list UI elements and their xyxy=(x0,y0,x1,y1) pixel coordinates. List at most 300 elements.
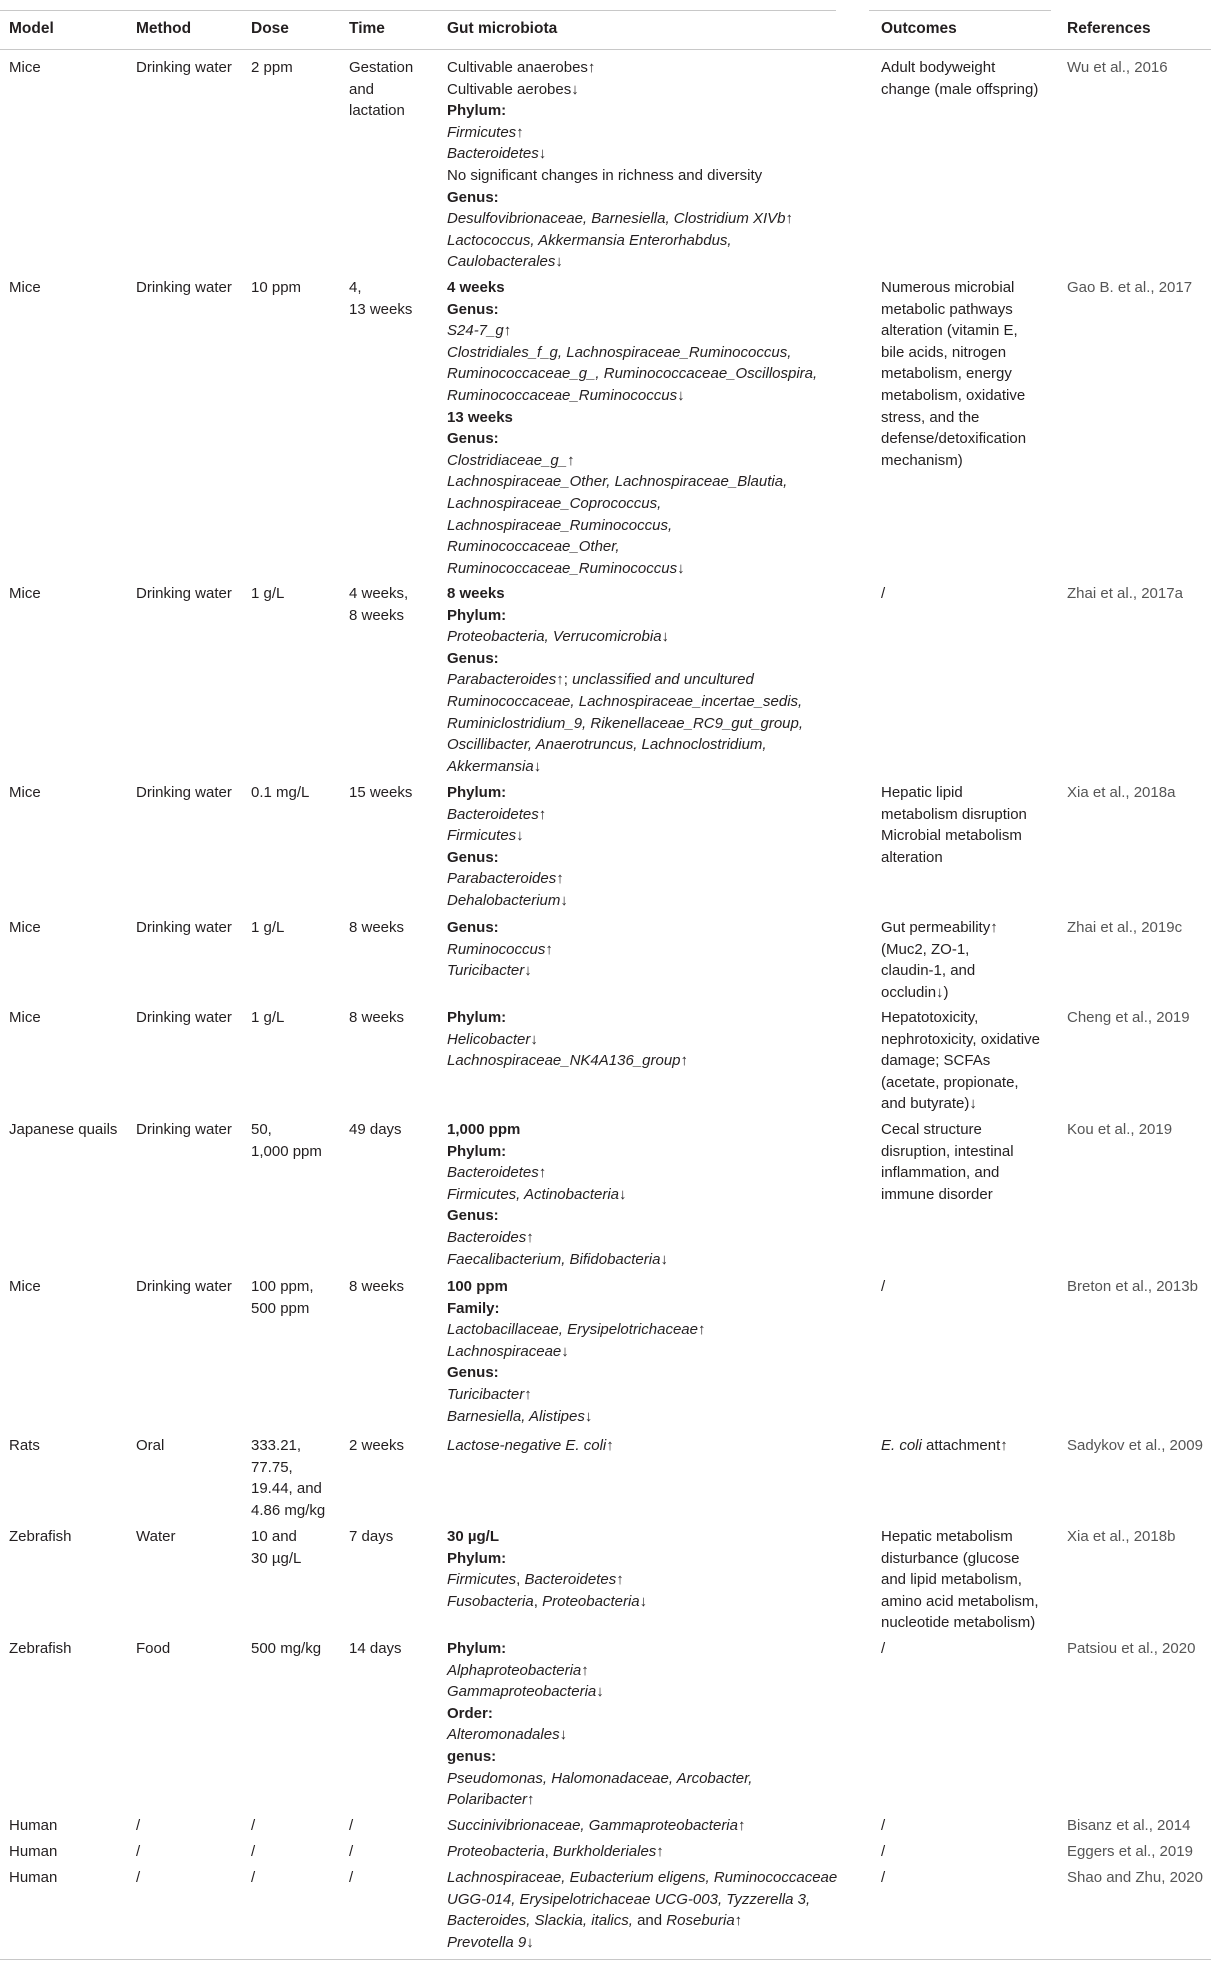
gut-microbiota-cell-line xyxy=(447,1384,705,1406)
text-fragment: immune disorder xyxy=(881,1185,993,1203)
dose-cell-line: 500 mg/kg xyxy=(251,1640,322,1657)
text-fragment: bile acids, nitrogen xyxy=(881,343,1007,361)
taxon-name: Bacteroidetes xyxy=(447,805,539,823)
gut-microbiota-cell-line xyxy=(447,536,817,558)
model-cell-line: Human xyxy=(9,1843,58,1860)
time-cell-line: and xyxy=(349,80,375,98)
taxon-name: Firmicutes xyxy=(447,1571,517,1589)
outcomes-cell xyxy=(881,57,1038,100)
dose-cell-line: 0.1 mg/L xyxy=(251,784,310,801)
dose-cell xyxy=(251,917,284,939)
outcomes-cell-line xyxy=(881,1184,1014,1206)
text-fragment: ↓ xyxy=(661,628,670,646)
dose-cell-line: 1 g/L xyxy=(251,585,285,602)
model-cell-line: Mice xyxy=(9,59,41,76)
gut-microbiota-cell-line xyxy=(447,1889,837,1911)
gut-microbiota-cell-line xyxy=(447,515,817,537)
text-fragment: ↓ xyxy=(524,962,532,980)
text-fragment: ↓ xyxy=(559,1726,568,1744)
text-fragment: ↑ xyxy=(538,1164,547,1182)
taxon-name: Turicibacter xyxy=(447,1385,525,1403)
outcomes-cell xyxy=(881,1119,1014,1205)
gut-microbiota-cell-line xyxy=(447,122,793,144)
outcomes-cell xyxy=(881,1526,1039,1634)
taxon-name: Firmicutes xyxy=(447,123,517,141)
model-cell-line: Mice xyxy=(9,279,41,296)
taxon-name: E. coli xyxy=(881,1437,922,1454)
text-fragment: , xyxy=(516,1571,525,1589)
reference-cell: Kou et al., 2019 xyxy=(1067,1121,1173,1138)
outcomes-cell xyxy=(881,1815,885,1837)
outcomes-cell xyxy=(881,583,885,605)
model-cell xyxy=(9,1119,117,1141)
gut-microbiota-cell-line xyxy=(447,960,553,982)
text-fragment: ↑ xyxy=(516,123,524,141)
outcomes-cell-line xyxy=(881,277,1026,299)
model-cell-line: Japanese quails xyxy=(9,1121,118,1138)
gut-microbiota-cell-line xyxy=(447,1362,705,1384)
dose-cell xyxy=(251,782,309,804)
text-fragment: / xyxy=(881,1869,886,1886)
outcomes-cell-line xyxy=(881,1072,1040,1094)
text-fragment: nucleotide metabolism) xyxy=(881,1614,1036,1632)
gut-microbiota-cell-line xyxy=(447,847,568,869)
header-references: References xyxy=(1067,20,1151,37)
gut-microbiota-cell xyxy=(447,1867,837,1953)
category-label: Genus: xyxy=(447,649,499,667)
text-fragment: ↓ xyxy=(533,757,542,775)
outcomes-cell-line xyxy=(881,1815,885,1837)
taxon-name: Ruminococcus xyxy=(447,940,546,958)
gut-microbiota-cell-line xyxy=(447,385,817,407)
taxon-name: Faecalibacterium, Bifidobacteria xyxy=(447,1250,661,1268)
gut-microbiota-cell-line xyxy=(447,1406,705,1428)
header-outcomes: Outcomes xyxy=(881,20,957,37)
method-cell-line: / xyxy=(136,1843,141,1860)
gut-microbiota-cell-line xyxy=(447,1841,664,1863)
time-cell xyxy=(349,1276,404,1298)
gut-microbiota-cell-line xyxy=(447,1007,688,1029)
text-fragment: disturbance (glucose xyxy=(881,1549,1020,1567)
text-fragment: change (male offspring) xyxy=(881,80,1039,98)
dose-cell-line: / xyxy=(251,1817,256,1834)
time-cell xyxy=(349,782,412,804)
taxon-name: Proteobacteria xyxy=(447,1843,545,1860)
taxon-name: Gammaproteobacteria xyxy=(447,1683,597,1701)
text-fragment: ↓ xyxy=(561,1342,569,1360)
time-cell xyxy=(349,1526,393,1548)
gut-microbiota-cell-line xyxy=(447,1660,752,1682)
taxon-name: Bacteroidetes xyxy=(524,1571,617,1589)
text-fragment: nephrotoxicity, oxidative xyxy=(881,1030,1040,1048)
gut-microbiota-cell-line xyxy=(447,1681,752,1703)
gut-microbiota-cell-line xyxy=(447,605,803,627)
text-fragment: No significant changes in richness and diversity xyxy=(447,166,763,184)
taxon-name: Parabacteroides xyxy=(447,671,557,689)
gut-microbiota-cell-line xyxy=(447,1910,837,1932)
time-cell-line: Gestation xyxy=(349,59,414,76)
method-cell xyxy=(136,1815,140,1837)
reference-cell: Shao and Zhu, 2020 xyxy=(1067,1869,1203,1886)
category-label: Genus: xyxy=(447,1207,499,1225)
taxon-name: Clostridiaceae_g_ xyxy=(447,451,568,469)
reference-cell: Zhai et al., 2017a xyxy=(1067,585,1183,602)
text-fragment: ↑ xyxy=(581,1661,589,1679)
time-cell-line: 4 weeks, xyxy=(349,585,409,602)
taxon-name: Alteromonadales xyxy=(447,1726,560,1744)
model-cell xyxy=(9,1435,40,1457)
dose-cell xyxy=(251,1119,322,1162)
outcomes-cell xyxy=(881,1435,1008,1457)
taxon-name: Succinivibrionaceae, Gammaproteobacteria xyxy=(447,1817,738,1834)
header-rule xyxy=(0,49,1211,50)
model-cell xyxy=(9,1007,41,1029)
outcomes-cell-line xyxy=(881,1435,1008,1457)
gut-microbiota-cell-line xyxy=(447,1768,752,1790)
time-cell xyxy=(349,1119,402,1141)
taxon-name: Alphaproteobacteria xyxy=(447,1661,582,1679)
time-cell-line: 8 weeks xyxy=(349,919,405,936)
outcomes-cell-line xyxy=(881,1569,1039,1591)
gut-microbiota-cell xyxy=(447,1435,614,1457)
gut-microbiota-cell-line xyxy=(447,187,793,209)
taxon-name: Bacteroidetes xyxy=(447,145,539,163)
category-label: 100 ppm xyxy=(447,1278,508,1295)
outcomes-cell-line xyxy=(881,1591,1039,1613)
table-header xyxy=(0,0,1221,50)
method-cell xyxy=(136,277,232,299)
gut-microbiota-cell-line xyxy=(447,868,568,890)
outcomes-cell xyxy=(881,1007,1040,1115)
text-fragment: metabolism disruption xyxy=(881,805,1027,823)
taxon-name: UGG-014, Erysipelotrichaceae UCG-003, Tyzzerella 3, xyxy=(447,1890,811,1908)
text-fragment: ↓ xyxy=(560,891,568,909)
reference-cell: Zhai et al., 2019c xyxy=(1067,919,1183,936)
dose-cell-line: 1 g/L xyxy=(251,919,285,936)
taxon-name: Prevotella 9 xyxy=(447,1933,527,1951)
dose-cell xyxy=(251,1526,301,1569)
outcomes-cell-line xyxy=(881,1867,885,1889)
text-fragment: ↓ xyxy=(677,386,685,404)
time-cell-line: lactation xyxy=(349,102,405,120)
gut-microbiota-cell-line xyxy=(447,1276,705,1298)
gut-microbiota-cell-line xyxy=(447,1789,752,1811)
taxon-name: Lachnospiraceae_Other, Lachnospiraceae_Blautia, xyxy=(447,473,788,491)
text-fragment: and butyrate)↓ xyxy=(881,1095,977,1113)
gut-microbiota-cell-line xyxy=(447,79,793,101)
gut-microbiota-cell xyxy=(447,1815,745,1837)
outcomes-cell-line xyxy=(881,847,1027,869)
method-cell xyxy=(136,1007,232,1029)
time-cell xyxy=(349,583,408,626)
dose-cell-line: 30 µg/L xyxy=(251,1549,302,1567)
category-label: Phylum: xyxy=(447,784,507,801)
reference-cell: Cheng et al., 2019 xyxy=(1067,1009,1190,1026)
method-cell-line: Drinking water xyxy=(136,279,232,296)
text-fragment: ↓ xyxy=(619,1185,627,1203)
time-cell xyxy=(349,1638,402,1660)
time-cell xyxy=(349,1007,404,1029)
gut-microbiota-cell xyxy=(447,1007,688,1072)
gut-microbiota-cell-line xyxy=(447,1298,705,1320)
text-fragment: attachment↑ xyxy=(921,1437,1008,1454)
text-fragment: ↑ xyxy=(503,322,512,340)
method-cell xyxy=(136,917,232,939)
gut-microbiota-cell-line xyxy=(447,100,793,122)
text-fragment: ↑ xyxy=(785,210,793,228)
text-fragment: Adult bodyweight xyxy=(881,59,996,76)
text-fragment: Hepatotoxicity, xyxy=(881,1009,979,1026)
time-cell-line: 4, xyxy=(349,279,362,296)
outcomes-cell-line xyxy=(881,450,1026,472)
dose-cell-line: 50, xyxy=(251,1121,272,1138)
taxon-name: Lachnospiraceae_NK4A136_group xyxy=(447,1052,681,1070)
model-cell-line: Human xyxy=(9,1817,58,1834)
text-fragment: ↑ xyxy=(567,451,575,469)
outcomes-cell-line xyxy=(881,342,1026,364)
gut-microbiota-cell-line xyxy=(447,1526,647,1548)
gut-microbiota-cell-line xyxy=(447,1638,752,1660)
taxon-name: Fusobacteria xyxy=(447,1592,534,1610)
taxon-name: Roseburia xyxy=(666,1912,735,1930)
taxon-name: Ruminococcaceae_Other, xyxy=(447,538,620,556)
dose-cell xyxy=(251,57,293,79)
gut-microbiota-cell-line xyxy=(447,939,553,961)
dose-cell-line: 2 ppm xyxy=(251,59,293,76)
dose-cell-line: 19.44, and xyxy=(251,1480,322,1498)
dose-cell-line: 10 ppm xyxy=(251,279,302,296)
dose-cell-line: 1 g/L xyxy=(251,1009,285,1026)
gut-microbiota-cell-line xyxy=(447,165,793,187)
gut-microbiota-cell-line xyxy=(447,1548,647,1570)
text-fragment: defense/detoxification xyxy=(881,430,1027,448)
gut-microbiota-cell xyxy=(447,782,568,912)
method-cell xyxy=(136,1638,170,1660)
method-cell-line: Drinking water xyxy=(136,1009,232,1026)
text-fragment: claudin-1, and xyxy=(881,962,976,980)
taxon-name: Proteobacteria xyxy=(542,1592,640,1610)
reference-cell: Eggers et al., 2019 xyxy=(1067,1843,1193,1860)
category-label: Genus: xyxy=(447,430,499,448)
outcomes-cell xyxy=(881,1638,885,1660)
text-fragment: ↓ xyxy=(677,559,685,577)
dose-cell-line: 77.75, xyxy=(251,1458,293,1476)
text-fragment: (acetate, propionate, xyxy=(881,1073,1019,1091)
dose-cell xyxy=(251,1815,255,1837)
taxon-name: Ruminococcaceae_Ruminococcus xyxy=(447,559,678,577)
gut-microbiota-cell-line xyxy=(447,428,817,450)
gut-microbiota-cell-line xyxy=(447,734,803,756)
category-label: Phylum: xyxy=(447,1009,507,1026)
dose-cell-line: 500 ppm xyxy=(251,1299,310,1317)
taxon-name: Bacteroides, Slackia, italics, xyxy=(447,1912,633,1930)
text-fragment: ↓ xyxy=(639,1592,648,1610)
taxon-name: unclassified and uncultured xyxy=(572,671,754,689)
gut-microbiota-cell-line xyxy=(447,1119,668,1141)
text-fragment: ↓ xyxy=(516,827,524,845)
gut-microbiota-cell-line xyxy=(447,1724,752,1746)
text-fragment: alteration (vitamin E, xyxy=(881,322,1018,340)
gut-microbiota-cell-line xyxy=(447,1249,668,1271)
taxon-name: Bacteroidetes xyxy=(447,1164,539,1182)
taxon-name: Clostridiales_f_g, Lachnospiraceae_Ruminococcus, xyxy=(447,343,792,361)
text-fragment: ↑ xyxy=(616,1571,624,1589)
gut-microbiota-cell-line xyxy=(447,471,817,493)
dose-cell xyxy=(251,1435,325,1521)
dose-cell-line: 333.21, xyxy=(251,1437,302,1454)
outcomes-cell-line xyxy=(881,982,998,1004)
method-cell xyxy=(136,1526,175,1548)
text-fragment: ↑ xyxy=(737,1817,746,1834)
model-cell xyxy=(9,57,41,79)
text-fragment: ↓ xyxy=(660,1250,668,1268)
dose-cell-line: 10 and xyxy=(251,1528,297,1545)
model-cell xyxy=(9,1867,57,1889)
text-fragment: ↑ xyxy=(734,1912,743,1930)
model-cell-line: Human xyxy=(9,1869,58,1886)
reference-cell: Breton et al., 2013b xyxy=(1067,1278,1198,1295)
text-fragment: ↓ xyxy=(596,1683,604,1701)
outcomes-cell-line xyxy=(881,825,1027,847)
model-cell-line: Mice xyxy=(9,585,41,602)
gut-microbiota-cell-line xyxy=(447,626,803,648)
taxon-name: Oscillibacter, Anaerotruncus, Lachnoclostridium, xyxy=(447,736,767,754)
outcomes-cell-line xyxy=(881,57,1038,79)
text-fragment: and lipid metabolism, xyxy=(881,1571,1022,1589)
gut-microbiota-cell-line xyxy=(447,1815,745,1837)
time-cell-line: 7 days xyxy=(349,1528,394,1545)
gut-microbiota-cell-line xyxy=(447,917,553,939)
gut-microbiota-cell-line xyxy=(447,890,568,912)
gut-microbiota-cell-line xyxy=(447,1569,647,1591)
gut-microbiota-cell xyxy=(447,1841,664,1863)
outcomes-cell-line xyxy=(881,79,1038,101)
gut-microbiota-cell-line xyxy=(447,1141,668,1163)
dose-cell xyxy=(251,1841,255,1863)
taxon-name: Lactose-negative E. coli xyxy=(447,1437,607,1454)
model-cell xyxy=(9,1526,72,1548)
model-cell xyxy=(9,583,41,605)
outcomes-cell-line xyxy=(881,320,1026,342)
outcomes-cell-line xyxy=(881,428,1026,450)
gut-microbiota-cell-line xyxy=(447,1867,837,1889)
taxon-name: Firmicutes, Actinobacteria xyxy=(447,1185,620,1203)
text-fragment: Cultivable aerobes↓ xyxy=(447,80,579,98)
category-label: Order: xyxy=(447,1704,493,1722)
gut-microbiota-cell-line xyxy=(447,782,568,804)
reference-cell: Wu et al., 2016 xyxy=(1067,59,1168,76)
time-cell-line: 8 weeks xyxy=(349,1278,405,1295)
outcomes-cell-line xyxy=(881,1841,885,1863)
gut-microbiota-cell-line xyxy=(447,57,793,79)
taxon-name: Helicobacter xyxy=(447,1030,531,1048)
time-cell xyxy=(349,57,413,122)
gut-microbiota-cell xyxy=(447,917,553,982)
reference-cell: Xia et al., 2018a xyxy=(1067,784,1176,801)
text-fragment: ↓ xyxy=(526,1933,534,1951)
category-label: Phylum: xyxy=(447,102,507,120)
category-label: Genus: xyxy=(447,188,499,206)
method-cell xyxy=(136,57,232,79)
gut-microbiota-cell-line xyxy=(447,825,568,847)
text-fragment: ↓ xyxy=(530,1030,538,1048)
text-fragment: / xyxy=(881,1640,886,1657)
time-cell-line: 2 weeks xyxy=(349,1437,405,1454)
method-cell-line: Drinking water xyxy=(136,1121,232,1138)
taxon-name: Desulfovibrionaceae, Barnesiella, Clostridium XIVb xyxy=(447,210,786,228)
gut-microbiota-cell-line xyxy=(447,320,817,342)
taxon-name: Burkholderiales xyxy=(552,1843,657,1860)
outcomes-cell-line xyxy=(881,939,998,961)
taxon-name: Polaribacter xyxy=(447,1791,528,1809)
gut-microbiota-cell xyxy=(447,583,803,777)
header-time: Time xyxy=(349,20,385,37)
model-cell-line: Zebrafish xyxy=(9,1640,72,1657)
text-fragment: ↑ xyxy=(526,1228,534,1246)
text-fragment: and xyxy=(632,1912,667,1930)
method-cell-line: Food xyxy=(136,1640,171,1657)
text-fragment: inflammation, and xyxy=(881,1164,1000,1182)
gut-microbiota-cell-line xyxy=(447,1319,705,1341)
gut-microbiota-cell-line xyxy=(447,251,793,273)
gut-microbiota-cell xyxy=(447,1119,668,1270)
gut-microbiota-cell xyxy=(447,57,793,273)
outcomes-cell-line xyxy=(881,1548,1039,1570)
outcomes-cell-line xyxy=(881,1119,1014,1141)
outcomes-cell-line xyxy=(881,1276,885,1298)
model-cell xyxy=(9,1841,57,1863)
text-fragment: mechanism) xyxy=(881,451,963,469)
outcomes-cell-line xyxy=(881,1007,1040,1029)
outcomes-cell-line xyxy=(881,782,1027,804)
reference-cell: Sadykov et al., 2009 xyxy=(1067,1437,1203,1454)
taxon-name: Pseudomonas, Halomonadaceae, Arcobacter, xyxy=(447,1769,753,1787)
category-label: Genus: xyxy=(447,1364,499,1382)
category-label: Genus: xyxy=(447,300,499,318)
taxon-name: Parabacteroides xyxy=(447,870,557,888)
dose-cell xyxy=(251,1638,321,1660)
outcomes-cell xyxy=(881,277,1026,471)
taxon-name: Firmicutes xyxy=(447,827,517,845)
text-fragment: ↑ xyxy=(680,1052,689,1070)
dose-cell-line: 100 ppm, xyxy=(251,1278,314,1295)
gut-microbiota-cell-line xyxy=(447,493,817,515)
gut-microbiota-cell-line xyxy=(447,450,817,472)
text-fragment: ↓ xyxy=(555,253,563,271)
gut-microbiota-cell-line xyxy=(447,299,817,321)
gut-microbiota-cell-line xyxy=(447,804,568,826)
category-label: 30 µg/L xyxy=(447,1528,499,1545)
model-cell-line: Mice xyxy=(9,1009,41,1026)
outcomes-cell-line xyxy=(881,1162,1014,1184)
method-cell-line: Drinking water xyxy=(136,59,232,76)
gut-microbiota-cell xyxy=(447,1526,647,1612)
gut-microbiota-cell-line xyxy=(447,713,803,735)
gut-microbiota-cell-line xyxy=(447,691,803,713)
taxon-name: Lachnospiraceae_Ruminococcus, xyxy=(447,516,673,534)
taxon-name: Proteobacteria, Verrucomicrobia xyxy=(447,628,662,646)
method-cell xyxy=(136,583,232,605)
outcomes-cell xyxy=(881,1276,885,1298)
outcomes-cell-line xyxy=(881,1526,1039,1548)
time-cell xyxy=(349,917,404,939)
dose-cell xyxy=(251,277,301,299)
gut-microbiota-cell-line xyxy=(447,1703,752,1725)
method-cell-line: Drinking water xyxy=(136,784,232,801)
model-cell-line: Zebrafish xyxy=(9,1528,72,1545)
outcomes-cell-line xyxy=(881,1093,1040,1115)
gut-microbiota-cell-line xyxy=(447,1184,668,1206)
